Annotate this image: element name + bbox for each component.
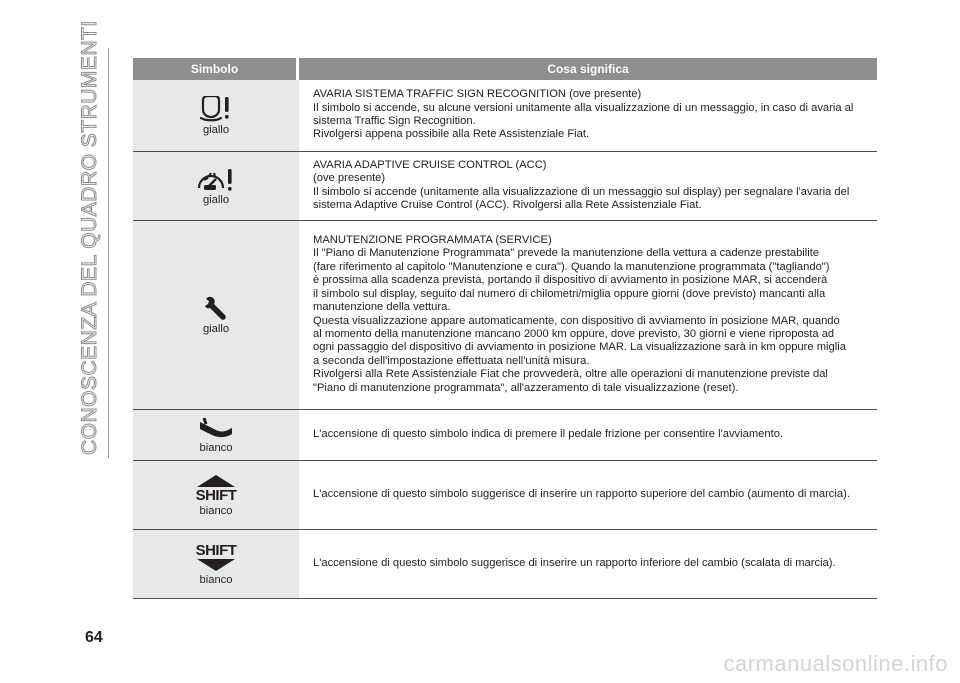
- symbol-color-label: giallo: [202, 194, 230, 206]
- meaning-cell: L'accensione di questo simbolo suggerisce di inserire un rapporto superiore del cambio (aumento di marcia).: [313, 487, 850, 500]
- wrench-icon: [203, 295, 229, 321]
- meaning-cell: MANUTENZIONE PROGRAMMATA (SERVICE) Il "Piano di Manutenzione Programmata" prevede la manutenzione della vettura a cadenze prestabilite (fare riferimento al capitolo "Manutenzione e cura"). Quando la manutenzione programmata ("tagliando") è prossima alla scadenza prevista, portando il dispositivo di avviamento in posizione MAR, si accenderà il simbolo sul display, seguito dal numero di chilometri/miglia oppure giorni (dove previsto) mancanti alla manutenzione della vettura. Questa visualizzazione appare automaticamente, con dispositivo di avviamento in posizione MAR, quando al momento della manutenzione mancano 2000 km oppure, dove previsto, 30 giorni e viene riproposta ad ogni passaggio del dispositivo di avviamento in posizione MAR. La visualizzazione sarà in km oppure miglia a seconda dell'impostazione effettuata nell'unità misura. Rivolgersi alla Rete Assistenziale Fiat che provvederà, oltre alle operazioni di manutenzione previste dal "Piano di manutenzione programmata", all'azzeramento di tale visualizzazione (reset).: [313, 234, 846, 394]
- symbol-color-label: giallo: [202, 323, 230, 335]
- clutch-pedal-icon: [198, 416, 234, 440]
- side-divider: [108, 48, 109, 458]
- meaning-cell: L'accensione di questo simbolo suggerisce di inserire un rapporto inferiore del cambio (scalata di marcia).: [313, 556, 836, 569]
- symbol-cell: [133, 461, 299, 529]
- section-side-title: CONOSCENZA DEL QUADRO STRUMENTI: [78, 20, 101, 455]
- shift-down-icon: SHIFT: [195, 541, 237, 559]
- symbol-color-label: giallo: [202, 123, 230, 136]
- symbols-table: [133, 58, 877, 599]
- symbol-cell: [133, 152, 299, 220]
- table-row: [133, 80, 877, 152]
- meaning-cell: AVARIA ADAPTIVE CRUISE CONTROL (ACC) (ove presente) Il simbolo si accende (unitamente alla visualizzazione di un messaggio sul display) per segnalare l'avaria del sistema Adaptive Cruise Control (ACC). Rivolgersi alla Rete Assistenziale Fiat.: [313, 158, 850, 211]
- acc-failure-icon: [197, 166, 235, 192]
- header-symbol: Simbolo: [133, 58, 296, 80]
- symbol-color-label: bianco: [199, 442, 233, 454]
- table-row: [133, 530, 877, 599]
- meaning-cell: AVARIA SISTEMA TRAFFIC SIGN RECOGNITION (ove presente) Il simbolo si accende, su alcune versioni unitamente alla visualizzazione di un messaggio, in caso di avaria al sistema Traffic Sign Recognition. Rivolgersi appena possibile alla Rete Assistenziale Fiat.: [313, 88, 854, 141]
- table-row: [133, 221, 877, 410]
- table-row: [133, 461, 877, 530]
- symbol-color-label: bianco: [199, 504, 233, 517]
- watermark: carmanualsonline.info: [723, 651, 948, 676]
- table-row: [133, 152, 877, 221]
- symbol-cell: [133, 530, 299, 598]
- symbol-cell: [133, 410, 299, 460]
- symbol-cell: [133, 80, 299, 151]
- meaning-cell: L'accensione di questo simbolo indica di premere il pedale frizione per consentire l'avviamento.: [313, 427, 784, 440]
- symbol-color-label: bianco: [199, 573, 233, 586]
- header-meaning: Cosa significa: [299, 58, 877, 80]
- symbol-cell: [133, 221, 299, 409]
- page-number: 64: [85, 629, 103, 646]
- traffic-sign-warning-icon: [199, 96, 233, 122]
- shift-up-arrow-icon: [195, 474, 237, 488]
- shift-down-arrow-icon: [195, 558, 237, 572]
- table-row: [133, 410, 877, 461]
- table-header: [133, 58, 877, 80]
- shift-up-icon: SHIFT: [195, 486, 237, 504]
